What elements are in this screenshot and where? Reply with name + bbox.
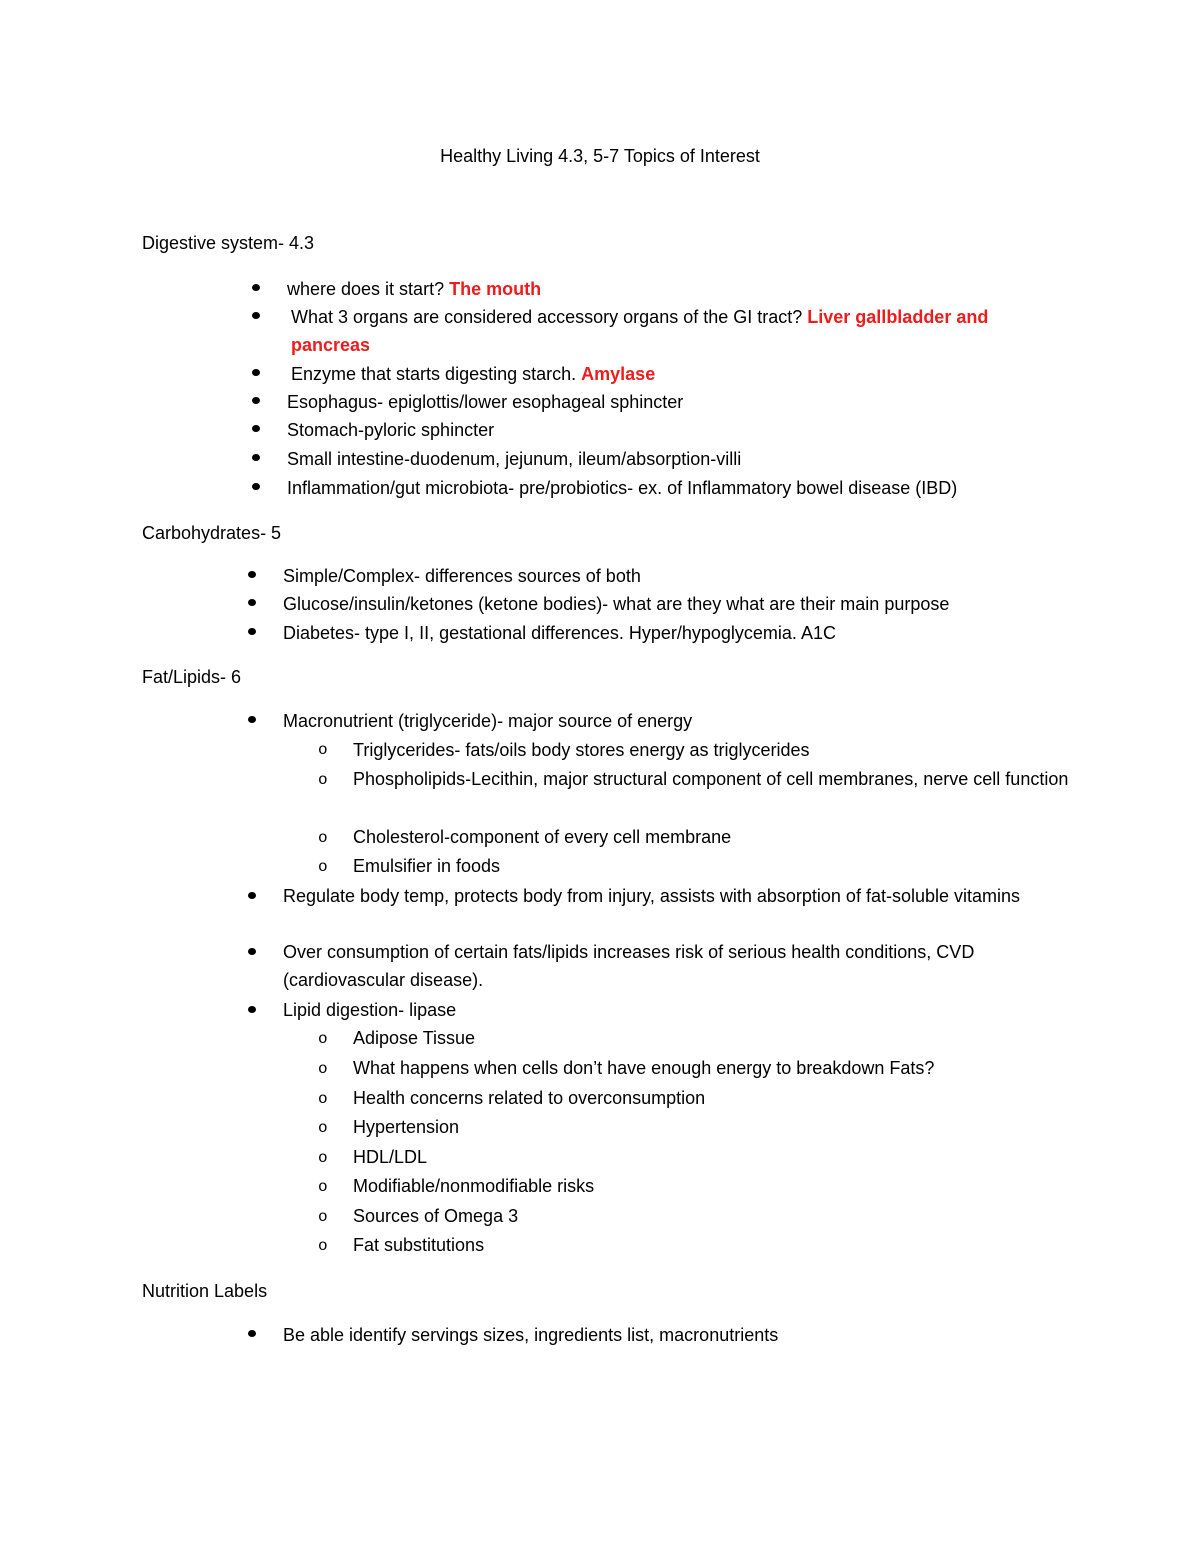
sub-bullet-icon: o xyxy=(318,1030,328,1048)
list-item: Be able identify servings sizes, ingredients list, macronutrients xyxy=(283,1325,779,1345)
bullet-icon xyxy=(252,454,260,461)
list-item: Esophagus- epiglottis/lower esophageal sphincter xyxy=(287,392,684,412)
section-heading-fats: Fat/Lipids- 6 xyxy=(142,667,242,687)
bullet-icon xyxy=(248,716,256,723)
sub-bullet-icon: o xyxy=(318,1208,328,1226)
answer-text: Amylase xyxy=(581,364,656,384)
sub-bullet-icon: o xyxy=(318,858,328,876)
list-item: Regulate body temp, protects body from injury, assists with absorption of fat-soluble vitamins xyxy=(283,886,1021,906)
question-text: Enzyme that starts digesting starch. xyxy=(291,364,577,384)
sub-bullet-icon: o xyxy=(318,741,328,759)
bullet-icon xyxy=(252,425,260,432)
sub-list-item: Modifiable/nonmodifiable risks xyxy=(353,1176,595,1196)
list-item: Simple/Complex- differences sources of both xyxy=(283,566,641,586)
bullet-icon xyxy=(252,284,260,291)
sub-list-item: Adipose Tissue xyxy=(353,1028,476,1048)
sub-list-item: Phospholipids-Lecithin, major structural component of cell membranes, nerve cell function xyxy=(353,769,1069,789)
sub-list-item: HDL/LDL xyxy=(353,1147,428,1167)
sub-bullet-icon: o xyxy=(318,1119,328,1137)
bullet-icon xyxy=(252,369,260,376)
bullet-icon xyxy=(248,599,256,606)
sub-list-item: Sources of Omega 3 xyxy=(353,1206,519,1226)
list-item xyxy=(291,303,1061,359)
bullet-icon xyxy=(252,483,260,490)
sub-list-item: Cholesterol-component of every cell membrane xyxy=(353,827,732,847)
answer-text: The mouth xyxy=(449,279,542,299)
list-item: Glucose/insulin/ketones (ketone bodies)- what are they what are their main purpose xyxy=(283,594,950,614)
sub-list-item: Fat substitutions xyxy=(353,1235,485,1255)
question-text: where does it start? xyxy=(287,279,445,299)
sub-bullet-icon: o xyxy=(318,1178,328,1196)
list-item: Macronutrient (triglyceride)- major source of energy xyxy=(283,711,693,731)
sub-list-item: Emulsifier in foods xyxy=(353,856,501,876)
bullet-icon xyxy=(248,1006,256,1013)
sub-list-item: Hypertension xyxy=(353,1117,460,1137)
sub-bullet-icon: o xyxy=(318,1090,328,1108)
sub-bullet-icon: o xyxy=(318,1060,328,1078)
list-item: Lipid digestion- lipase xyxy=(283,1000,457,1020)
section-heading-nutrition-labels: Nutrition Labels xyxy=(142,1281,268,1301)
list-item: Diabetes- type I, II, gestational differences. Hyper/hypoglycemia. A1C xyxy=(283,623,836,643)
bullet-icon xyxy=(248,628,256,635)
bullet-icon xyxy=(252,397,260,404)
sub-bullet-icon: o xyxy=(318,1149,328,1167)
list-item xyxy=(287,275,1077,303)
list-item: Small intestine-duodenum, jejunum, ileum/absorption-villi xyxy=(287,449,742,469)
list-item: Stomach-pyloric sphincter xyxy=(287,420,495,440)
list-item xyxy=(291,360,1081,388)
bullet-icon xyxy=(248,892,256,899)
answer-text: Liver gallbladder and pancreas xyxy=(291,307,989,355)
sub-bullet-icon: o xyxy=(318,829,328,847)
bullet-icon xyxy=(252,312,260,319)
sub-list-item: Triglycerides- fats/oils body stores energy as triglycerides xyxy=(353,740,810,760)
sub-list-item: What happens when cells don’t have enough energy to breakdown Fats? xyxy=(353,1058,935,1078)
list-item: Inflammation/gut microbiota- pre/probiotics- ex. of Inflammatory bowel disease (IBD) xyxy=(287,478,958,498)
sub-bullet-icon: o xyxy=(318,771,328,789)
document-title: Healthy Living 4.3, 5-7 Topics of Interest xyxy=(440,146,760,166)
sub-bullet-icon: o xyxy=(318,1237,328,1255)
bullet-icon xyxy=(248,948,256,955)
section-heading-digestive: Digestive system- 4.3 xyxy=(142,233,315,253)
bullet-icon xyxy=(248,571,256,578)
bullet-icon xyxy=(248,1330,256,1337)
section-heading-carbohydrates: Carbohydrates- 5 xyxy=(142,523,282,543)
question-text: What 3 organs are considered accessory organs of the GI tract? xyxy=(291,307,803,327)
list-item: Over consumption of certain fats/lipids increases risk of serious health conditions, CVD (cardiovascular disease). xyxy=(283,942,975,990)
sub-list-item: Health concerns related to overconsumption xyxy=(353,1088,706,1108)
